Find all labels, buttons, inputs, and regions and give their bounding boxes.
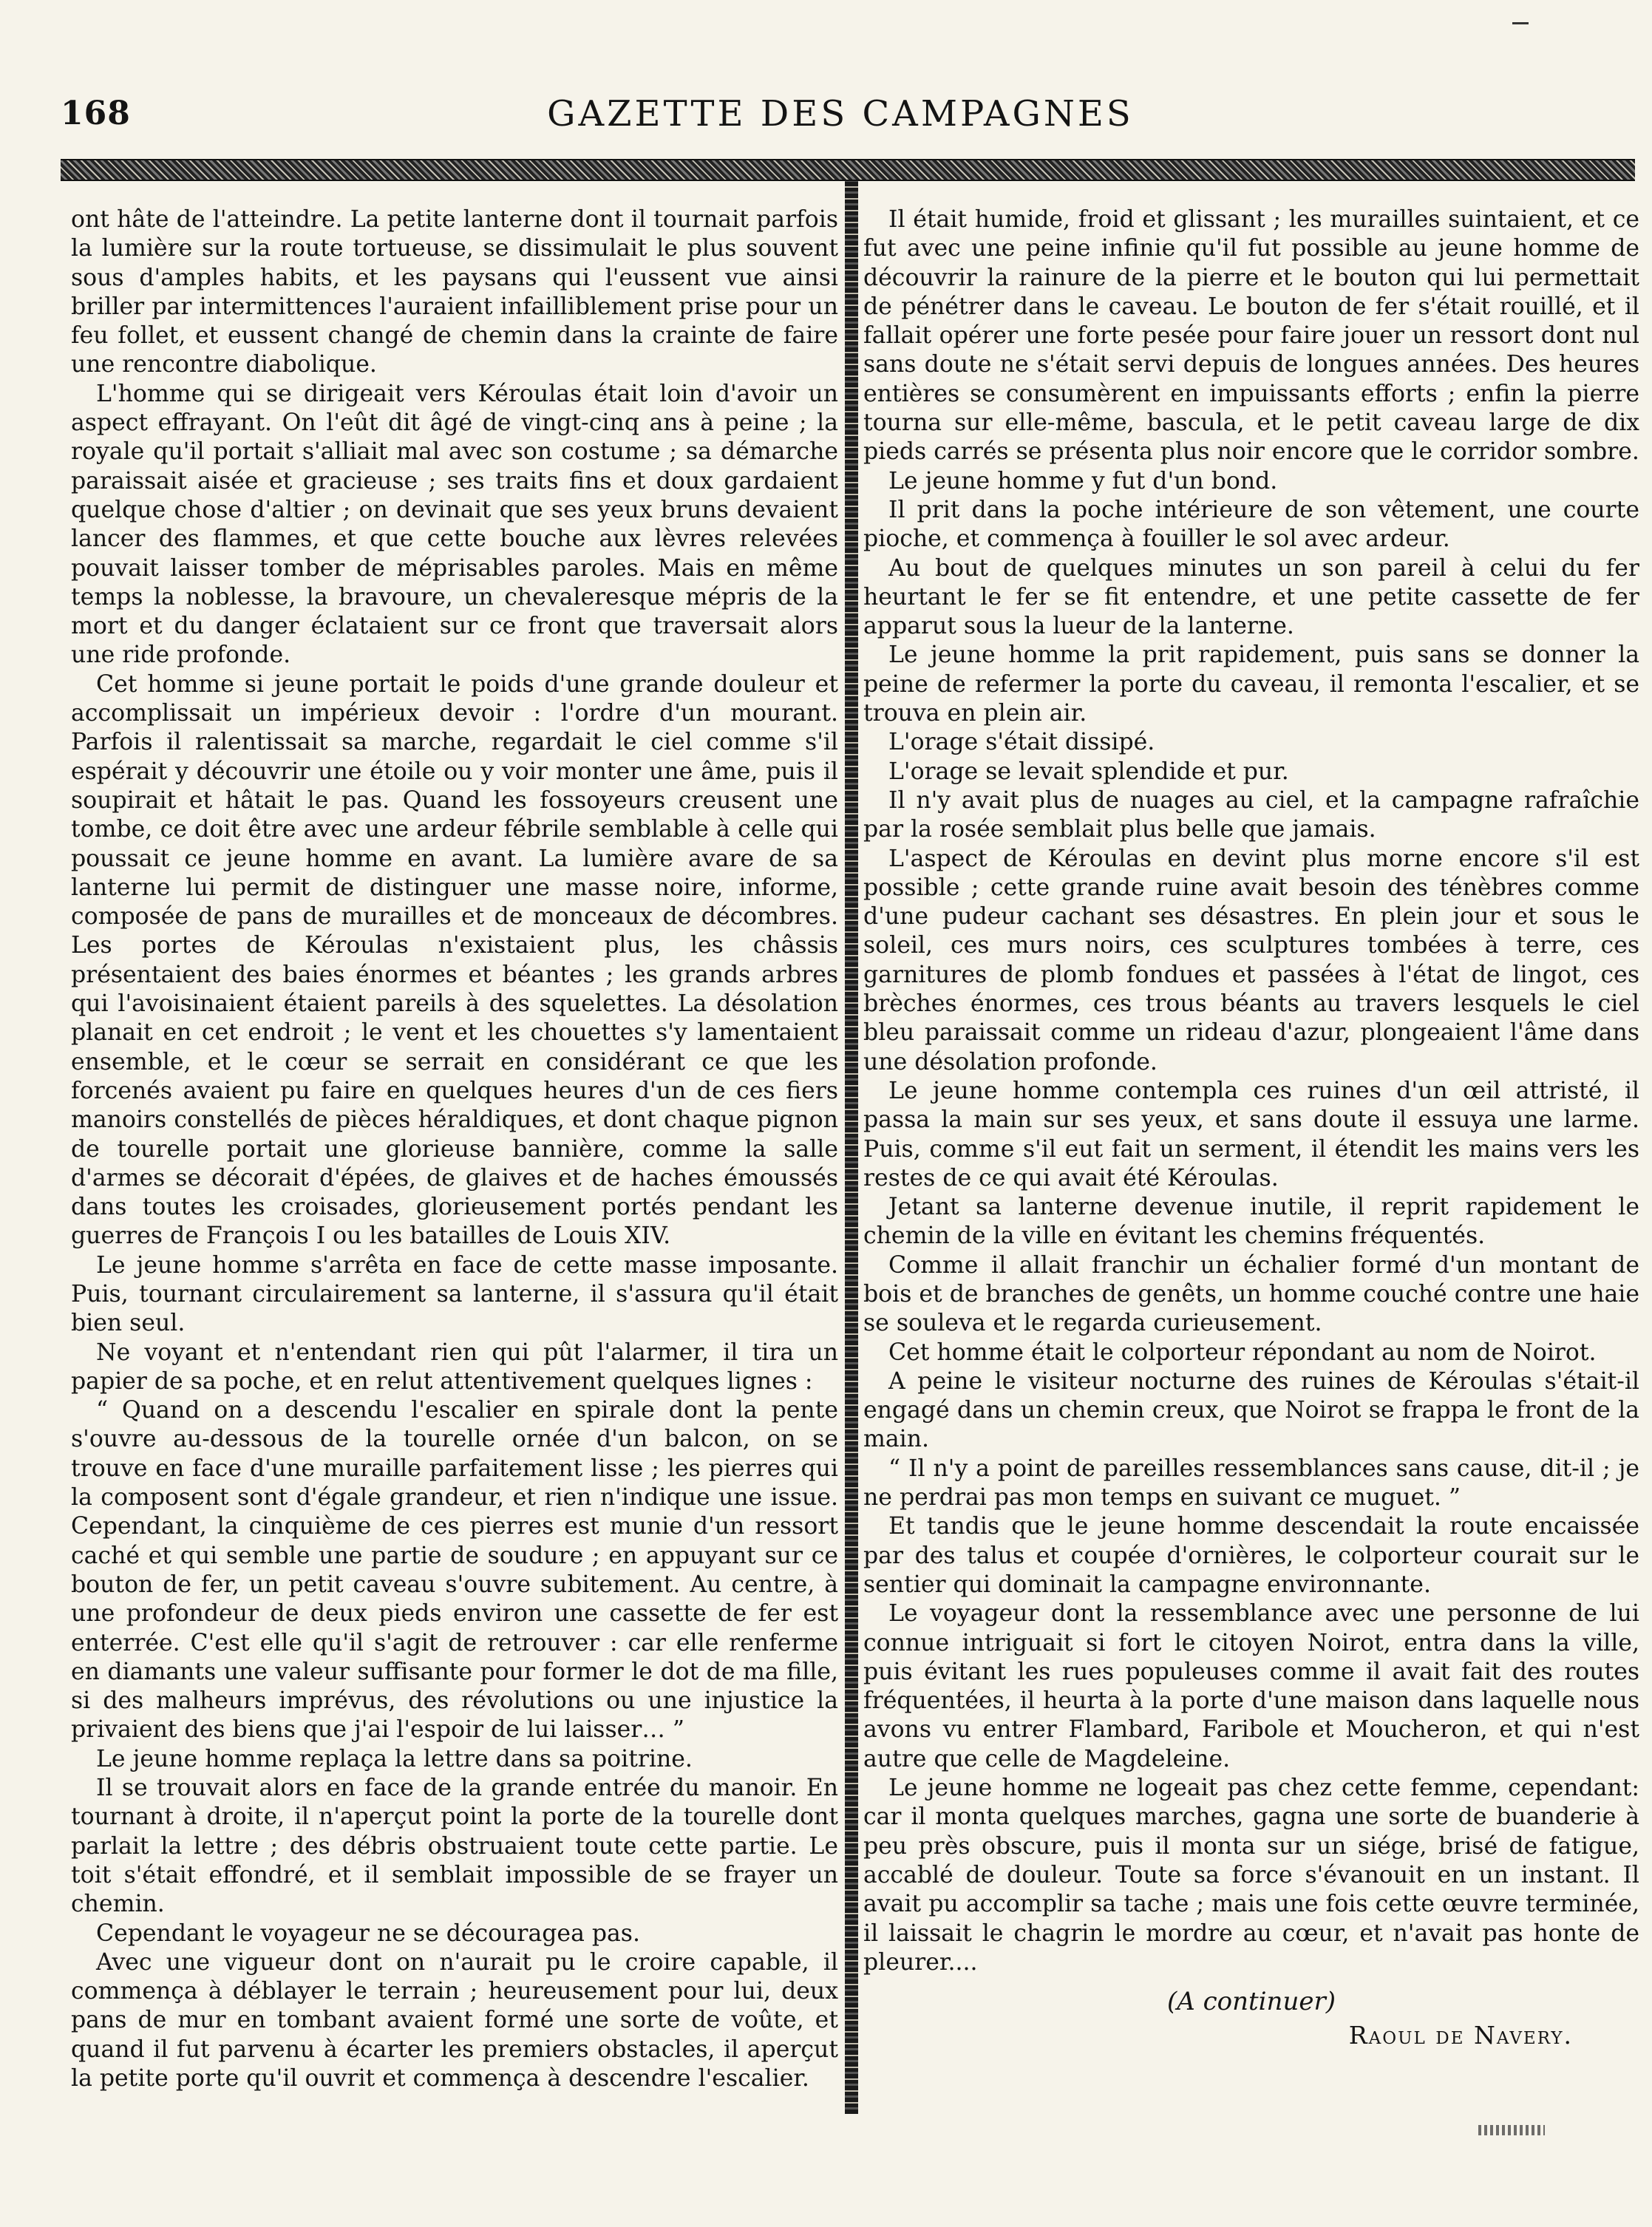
paragraph: Le jeune homme ne logeait pas chez cette femme, cependant: car il monta quelques marches, gagna une sorte de buanderie à peu près obscure, puis il monta sur un siége, brisé de fatigue, accablé de douleur. Toute sa force s'évanouit en un instant. Il avait pu accomplir sa tache ; mais une fois cette œuvre terminée, il laissait le chagrin le mordre au cœur, et n'avait pas honte de pleurer.... bbox=[863, 1775, 1639, 1976]
paragraph: L'orage se levait splendide et pur. bbox=[888, 758, 1289, 785]
paragraph: Il n'y avait plus de nuages au ciel, et la campagne rafraîchie par la rosée semblait plus belle que jamais. bbox=[863, 786, 1639, 843]
right-column bbox=[863, 205, 1639, 2120]
column-divider bbox=[845, 181, 858, 2114]
paragraph: Ne voyant et n'entendant rien qui pût l'alarmer, il tira un papier de sa poche, et en relut attentivement quelques lignes : bbox=[71, 1339, 838, 1395]
paragraph: Il était humide, froid et glissant ; les murailles suintaient, et ce fut avec une peine infinie qu'il fut possible au jeune homme de découvrir la rainure de la pierre et le bouton qui lui permettait de pénétrer dans le caveau. Le bouton de fer s'était rouillé, et il fallait opérer une forte pesée pour faire jouer un ressort dont nul sans doute ne s'était servi depuis de longues années. Des heures entières se consumèrent en impuissants efforts ; enfin la pierre tourna sur elle-même, bascula, et le petit caveau large de dix pieds carrés se présenta plus noir encore que le corridor sombre. bbox=[863, 206, 1639, 466]
continuation-note: (A continuer) bbox=[1166, 1987, 1336, 2017]
left-column bbox=[71, 205, 838, 2120]
quoted-speech: “ Il n'y a point de pareilles ressemblances sans cause, dit-il ; je ne perdrai pas mon temps en suivant ce muguet. ” bbox=[863, 1455, 1639, 1512]
paragraph: L'homme qui se dirigeait vers Kéroulas était loin d'avoir un aspect effrayant. On l'eût dit âgé de vingt-cinq ans à peine ; la royale qu'il portait s'alliait mal avec son costume ; sa démarche paraissait aisée et gracieuse ; ses traits fins et doux gardaient quelque chose d'altier ; on devinait que ses yeux bruns devaient lancer des flammes, et que cette bouche aux lèvres relevées pouvait laisser tomber de méprisables paroles. Mais en même temps la noblesse, la bravoure, un chevaleresque mépris de la mort et du danger éclataient sur ce front que traversait alors une ride profonde. bbox=[71, 380, 838, 669]
paragraph: Le jeune homme la prit rapidement, puis sans se donner la peine de refermer la porte du caveau, il remonta l'escalier, et se trouva en plein air. bbox=[863, 642, 1639, 727]
author-signature: Raoul de Navery. bbox=[1348, 2021, 1573, 2050]
paragraph: Le jeune homme y fut d'un bond. bbox=[888, 467, 1278, 494]
paragraph: Cependant le voyageur ne se découragea pas. bbox=[96, 1920, 640, 1947]
paragraph: Il prit dans la poche intérieure de son vêtement, une courte pioche, et commença à fouiller le sol avec ardeur. bbox=[863, 496, 1639, 553]
paragraph: Le jeune homme s'arrêta en face de cette masse imposante. Puis, tournant circulairement sa lanterne, il s'assura qu'il était bien seul. bbox=[71, 1251, 838, 1337]
paragraph: Le jeune homme replaça la lettre dans sa poitrine. bbox=[96, 1745, 693, 1772]
ornamental-rule bbox=[61, 159, 1635, 181]
paragraph: Cet homme si jeune portait le poids d'une grande douleur et accomplissait un impérieux devoir : l'ordre d'un mourant. Parfois il ralentissait sa marche, regardait le ciel comme s'il espérait y découvrir une étoile ou y voir monter une âme, puis il soupirait et hâtait le pas. Quand les fossoyeurs creusent une tombe, ce doit être avec une ardeur fébrile semblable à celle qui poussait ce jeune homme en avant. La lumière avare de sa lanterne lui permit de distinguer une masse noire, informe, composée de pans de murailles et de monceaux de décombres. Les portes de Kéroulas n'existaient plus, les châssis présentaient des baies énormes et béantes ; les grands arbres qui l'avoisinaient étaient pareils à des squelettes. La désolation planait en cet endroit ; le vent et les chouettes s'y lamentaient ensemble, et le cœur se serrait en considérant ce que les forcenés avaient pu faire en quelques heures d'un de ces fiers manoirs constellés de pièces héraldiques, et dont chaque pignon de tourelle portait une glorieuse bannière, comme la salle d'armes se décorait d'épées, de glaives et de haches émoussés dans toutes les croisades, glorieusement portés pendant les guerres de François I ou les batailles de Louis XIV. bbox=[71, 670, 838, 1250]
paragraph: Cet homme était le colporteur répondant au nom de Noirot. bbox=[888, 1339, 1597, 1366]
paragraph: Jetant sa lanterne devenue inutile, il reprit rapidement le chemin de la ville en évitant les chemins fréquentés. bbox=[863, 1194, 1639, 1250]
paragraph: Au bout de quelques minutes un son pareil à celui du fer heurtant le fer se fit entendre, et une petite cassette de fer apparut sous la lueur de la lanterne. bbox=[863, 554, 1639, 640]
page-header bbox=[61, 83, 1620, 142]
printer-mark bbox=[1478, 2125, 1545, 2135]
paragraph: Le voyageur dont la ressemblance avec une personne de lui connue intriguait si fort le citoyen Noirot, entra dans la ville, puis évitant les rues populeuses comme il avait fait des routes fréquentées, il heurta à la porte d'une maison dans laquelle nous avons vu entrer Flambard, Faribole et Moucheron, et qui n'est autre que celle de Magdeleine. bbox=[863, 1600, 1639, 1772]
paragraph: Avec une vigueur dont on n'aurait pu le croire capable, il commença à déblayer le terrain ; heureusement pour lui, deux pans de mur en tombant avaient formé une sorte de voûte, et quand il fut parvenu à écarter les premiers obstacles, il aperçut la petite porte qu'il ouvrit et commença à descendre l'escalier. bbox=[71, 1948, 838, 2092]
paragraph: Il se trouvait alors en face de la grande entrée du manoir. En tournant à droite, il n'aperçut point la porte de la tourelle dont parlait la lettre ; des débris obstruaient toute cette partie. Le toit s'était effondré, et il semblait impossible de se frayer un chemin. bbox=[71, 1775, 838, 1918]
paragraph: L'orage s'était dissipé. bbox=[888, 729, 1155, 756]
print-speck bbox=[1512, 22, 1529, 24]
paragraph: Et tandis que le jeune homme descendait la route encaissée par des talus et coupée d'ornières, le colporteur courait sur le sentier qui dominait la campagne environnante. bbox=[863, 1513, 1639, 1598]
paragraph: L'aspect de Kéroulas en devint plus morne encore s'il est possible ; cette grande ruine avait besoin des ténèbres comme d'une pudeur cachant ses désastres. En plein jour et sous le soleil, ces murs noirs, ces sculptures tombées à terre, ces garnitures de plomb fondues et passées à l'état de lingot, ces brèches énormes, ces trous béants au travers lesquels le ciel bleu paraissait comme un rideau d'azur, plongeaient l'âme dans une désolation profonde. bbox=[863, 845, 1639, 1075]
paragraph: ont hâte de l'atteindre. La petite lanterne dont il tournait parfois la lumière sur la route tortueuse, se dissimulait le plus souvent sous d'amples habits, et les paysans qui l'eussent vue ainsi briller par intermittences l'auraient infailliblement prise pour un feu follet, et eussent changé de chemin dans la crainte de faire une rencontre diabolique. bbox=[71, 206, 838, 378]
quoted-letter: “ Quand on a descendu l'escalier en spirale dont la pente s'ouvre au-dessous de la tourelle ornée d'un balcon, on se trouve en face d'une muraille parfaitement lisse ; les pierres qui la composent sont d'égale grandeur, et rien n'indique une issue. Cependant, la cinquième de ces pierres est munie d'un ressort caché et qui semble une partie de soudure ; en appuyant sur ce bouton de fer, un petit caveau s'ouvre subitement. Au centre, à une profondeur de deux pieds environ une cassette de fer est enterrée. C'est elle qu'il s'agit de retrouver : car elle renferme en diamants une valeur suffisante pour former le dot de ma fille, si des malheurs imprévus, des révolutions ou une injustice la privaient des biens que j'ai l'espoir de lui laisser… ” bbox=[71, 1397, 838, 1744]
page-number: 168 bbox=[61, 95, 131, 132]
paragraph: Comme il allait franchir un échalier formé d'un montant de bois et de branches de genêts, un homme couché contre une haie se souleva et le regarda curieusement. bbox=[863, 1251, 1639, 1337]
journal-title: GAZETTE DES CAMPAGNES bbox=[547, 93, 1134, 135]
paragraph: Le jeune homme contempla ces ruines d'un œil attristé, il passa la main sur ses yeux, et sans doute il essuya une larme. Puis, comme s'il eut fait un serment, il étendit les mains vers les restes de ce qui avait été Kéroulas. bbox=[863, 1077, 1639, 1191]
paragraph: A peine le visiteur nocturne des ruines de Kéroulas s'était-il engagé dans un chemin creux, que Noirot se frappa le front de la main. bbox=[863, 1367, 1639, 1453]
